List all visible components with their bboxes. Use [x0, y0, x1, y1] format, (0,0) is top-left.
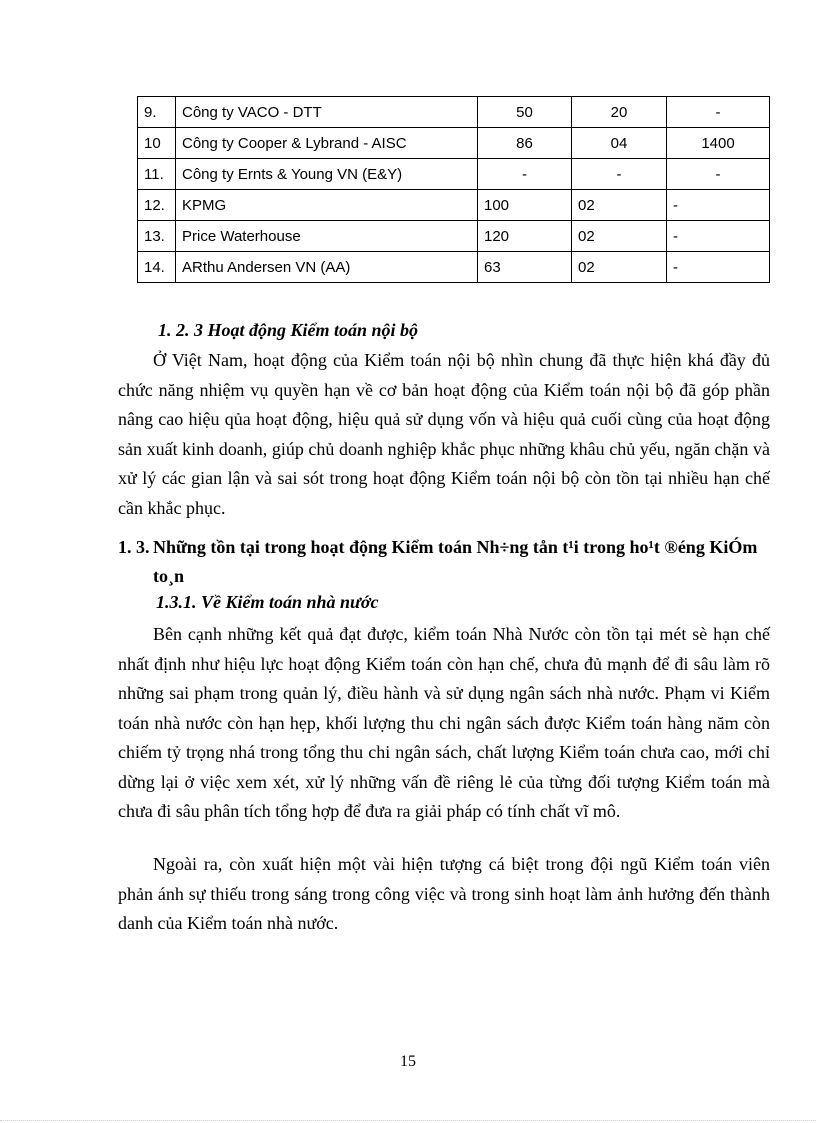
value-cell-2: 02 [572, 190, 667, 221]
heading-1-2-3: 1. 2. 3 Hoạt động Kiểm toán nội bộ [158, 320, 419, 340]
table-row [138, 221, 770, 252]
table-row [138, 190, 770, 221]
page-bottom-border [0, 1120, 816, 1121]
row-number-cell: 13. [138, 221, 176, 252]
paragraph-state-audit-2: Ngoài ra, còn xuất hiện một vài hiện tượng cá biệt trong đội ngũ Kiểm toán viên phản ánh sự thiếu trong sáng trong công việc và trong sinh hoạt làm ảnh hưởng đến thành danh của Kiểm toán nhà nước. [118, 854, 770, 933]
row-number-cell: 10 [138, 128, 176, 159]
table-row [138, 252, 770, 283]
firm-name-cell: ARthu Andersen VN (AA) [176, 252, 478, 283]
value-cell-3: - [667, 97, 770, 128]
table-row [138, 159, 770, 190]
value-cell-2: 02 [572, 252, 667, 283]
value-cell-2: - [572, 159, 667, 190]
heading-1-3-1: 1.3.1. Về Kiểm toán nhà nước [156, 592, 379, 612]
value-cell-1: 120 [478, 221, 572, 252]
paragraph-state-audit-1: Bên cạnh những kết quả đạt được, kiểm toán Nhà Nước còn tồn tại mét sè hạn chế nhất định như hiệu lực hoạt động Kiểm toán còn hạn chế, chưa đủ mạnh để đi sâu làm rõ những sai phạm trong quản lý, điều hành và sử dụng ngân sách nhà nước. Phạm vi Kiểm toán nhà nước còn hạn hẹp, khối lượng thu chi ngân sách được Kiểm toán hàng năm còn chiếm tỷ trọng nhá trong tổng thu chi ngân sách, chất lượng Kiểm toán chưa cao, mới chỉ dừng lại ở việc xem xét, xử lý những vấn đề riêng lẻ của từng đối tượng Kiểm toán mà chưa đi sâu phân tích tổng hợp để đưa ra giải pháp có tính chất vĩ mô. [118, 624, 770, 821]
row-number-cell: 9. [138, 97, 176, 128]
value-cell-3: - [667, 252, 770, 283]
value-cell-1: 50 [478, 97, 572, 128]
value-cell-1: 86 [478, 128, 572, 159]
table-row [138, 128, 770, 159]
row-number-cell: 12. [138, 190, 176, 221]
page-number: 15 [400, 1053, 416, 1070]
value-cell-2: 20 [572, 97, 667, 128]
row-number-cell: 11. [138, 159, 176, 190]
audit-firms-table-body [138, 97, 770, 283]
heading-1-3 [118, 533, 770, 591]
heading-1-3-text: Những tồn tại trong hoạt động Kiểm toán Nh÷ng tån t¹i trong ho¹t ®éng KiÓm to¸n [153, 537, 758, 586]
firm-name-cell: Công ty VACO - DTT [176, 97, 478, 128]
firm-name-cell: Price Waterhouse [176, 221, 478, 252]
row-number-cell: 14. [138, 252, 176, 283]
firm-name-cell: KPMG [176, 190, 478, 221]
value-cell-1: 63 [478, 252, 572, 283]
value-cell-2: 02 [572, 221, 667, 252]
audit-firms-table [137, 96, 770, 283]
value-cell-3: 1400 [667, 128, 770, 159]
value-cell-3: - [667, 159, 770, 190]
value-cell-3: - [667, 221, 770, 252]
heading-1-3-number: 1. 3. [118, 537, 150, 557]
value-cell-3: - [667, 190, 770, 221]
paragraph-internal-audit: Ở Việt Nam, hoạt động của Kiểm toán nội bộ nhìn chung đã thực hiện khá đầy đủ chức năng nhiệm vụ quyền hạn về cơ bản hoạt động của Kiểm toán nội bộ đã góp phần nâng cao hiệu qủa hoạt động, hiệu quả sử dụng vốn và hiệu quả cuối cùng của hoạt động sản xuất kinh doanh, giúp chủ doanh nghiệp khắc phục những khâu chủ yếu, ngăn chặn và xử lý các gian lận và sai sót trong hoạt động Kiểm toán nội bộ còn tồn tại nhiều hạn chế cần khắc phục. [118, 350, 770, 518]
table-row [138, 97, 770, 128]
firm-name-cell: Công ty Cooper & Lybrand - AISC [176, 128, 478, 159]
firm-name-cell: Công ty Ernts & Young VN (E&Y) [176, 159, 478, 190]
value-cell-1: 100 [478, 190, 572, 221]
value-cell-1: - [478, 159, 572, 190]
value-cell-2: 04 [572, 128, 667, 159]
